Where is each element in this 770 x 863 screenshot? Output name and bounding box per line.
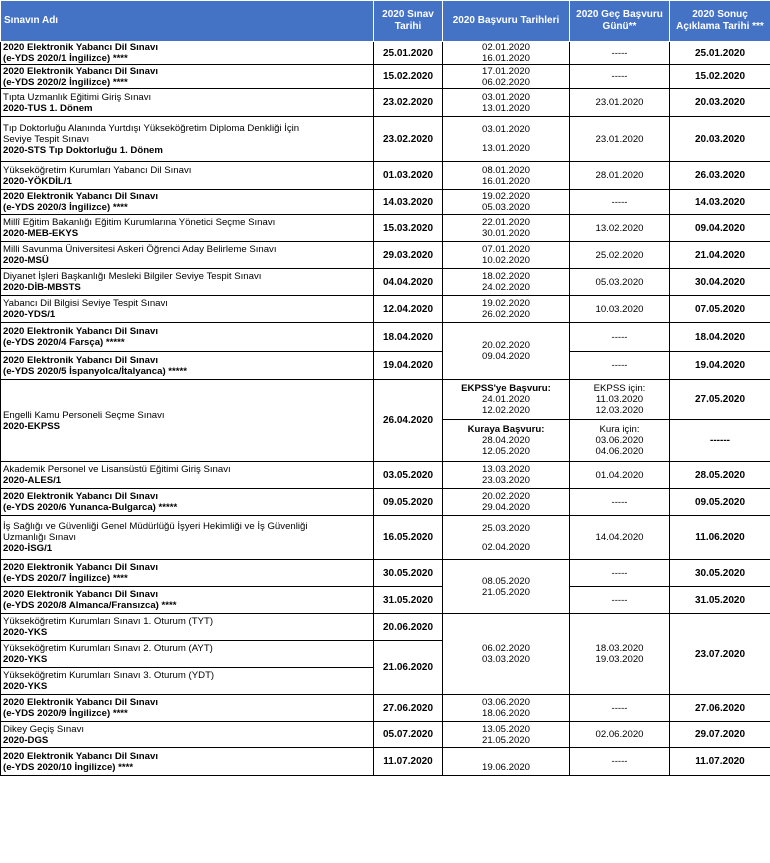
table-row [1,722,770,748]
application-dates: 22.01.2020 30.01.2020 [443,215,570,242]
result-date: 18.04.2020 [670,323,770,352]
result-date: 30.04.2020 [670,269,770,296]
exam-date: 15.03.2020 [374,215,443,242]
late-application: 28.01.2020 [570,162,670,190]
exam-date: 09.05.2020 [374,489,443,516]
exam-name: İş Sağlığı ve Güvenliği Genel Müdürlüğü İşyeri Hekimliği ve İş Güvenliği Uzmanlığı Sınavı 2020-İSG/1 [1,516,374,560]
application-dates: 25.03.2020 02.04.2020 [443,516,570,560]
application-dates: 19.06.2020 [443,748,570,776]
late-application: 23.01.2020 [570,117,670,162]
late-application: 10.03.2020 [570,296,670,323]
exam-name: Millî Eğitim Bakanlığı Eğitim Kurumlarına Yönetici Seçme Sınavı 2020-MEB-EKYS [1,215,374,242]
exam-name: 2020 Elektronik Yabancı Dil Sınavı (e-YDS 2020/6 Yunanca-Bulgarca) ***** [1,489,374,516]
exam-name: 2020 Elektronik Yabancı Dil Sınavı (e-YDS 2020/1 İngilizce) **** [1,42,374,65]
exam-name: Yükseköğretim Kurumları Sınavı 3. Oturum (YDT) 2020-YKS [1,668,374,695]
result-date: 23.07.2020 [670,614,770,695]
late-application: 01.04.2020 [570,462,670,489]
table-row [1,65,770,89]
application-dates: 20.02.2020 09.04.2020 [443,323,570,380]
header-application-dates: 2020 Başvuru Tarihleri [443,1,570,42]
late-application: ----- [570,190,670,215]
lottery-application: Kuraya Başvuru: 28.04.2020 12.05.2020 [443,420,570,462]
table-row [1,560,770,587]
late-application: ----- [570,65,670,89]
application-dates: 03.01.2020 13.01.2020 [443,89,570,117]
table-row [1,462,770,489]
header-row [1,1,770,42]
exam-date: 21.06.2020 [374,641,443,695]
table-row [1,489,770,516]
exam-date: 25.01.2020 [374,42,443,65]
result-date: 07.05.2020 [670,296,770,323]
application-dates: 13.03.2020 23.03.2020 [443,462,570,489]
table-row [1,380,770,420]
result-date: 30.05.2020 [670,560,770,587]
application-dates: 02.01.2020 16.01.2020 [443,42,570,65]
result-date: 29.07.2020 [670,722,770,748]
late-application: 25.02.2020 [570,242,670,269]
exam-date: 27.06.2020 [374,695,443,722]
result-date: 20.03.2020 [670,89,770,117]
result-date: 26.03.2020 [670,162,770,190]
application-dates: 07.01.2020 10.02.2020 [443,242,570,269]
exam-date: 18.04.2020 [374,323,443,352]
result-date: 28.05.2020 [670,462,770,489]
header-exam-name: Sınavın Adı [1,1,374,42]
application-dates: 18.02.2020 24.02.2020 [443,269,570,296]
table-row [1,89,770,117]
application-dates: 17.01.2020 06.02.2020 [443,65,570,89]
exam-name: Diyanet İşleri Başkanlığı Mesleki Bilgiler Seviye Tespit Sınavı 2020-DİB-MBSTS [1,269,374,296]
table-row [1,516,770,560]
header-result-date: 2020 Sonuç Açıklama Tarihi *** [670,1,770,42]
exam-name: Akademik Personel ve Lisansüstü Eğitimi Giriş Sınavı 2020-ALES/1 [1,462,374,489]
lottery-late-application: Kura için: 03.06.2020 04.06.2020 [570,420,670,462]
table-row [1,269,770,296]
result-date: 20.03.2020 [670,117,770,162]
exam-name: Tıp Doktorluğu Alanında Yurtdışı Yükseköğretim Diploma Denkliği İçin Seviye Tespit Sınavı 2020-STS Tıp Doktorluğu 1. Dönem [1,117,374,162]
table-row [1,748,770,776]
result-date: 11.06.2020 [670,516,770,560]
exam-date: 31.05.2020 [374,587,443,614]
exam-date: 01.03.2020 [374,162,443,190]
late-application: ----- [570,352,670,380]
late-application: ----- [570,587,670,614]
result-date: 09.05.2020 [670,489,770,516]
exam-date: 15.02.2020 [374,65,443,89]
table-row [1,42,770,65]
result-date: 15.02.2020 [670,65,770,89]
exam-name: 2020 Elektronik Yabancı Dil Sınavı (e-YDS 2020/9 İngilizce) **** [1,695,374,722]
late-application: 13.02.2020 [570,215,670,242]
application-dates: 03.01.2020 13.01.2020 [443,117,570,162]
result-date: 14.03.2020 [670,190,770,215]
result-date: 27.05.2020 [670,380,770,420]
result-date: 27.06.2020 [670,695,770,722]
table-row [1,215,770,242]
application-dates: 19.02.2020 26.02.2020 [443,296,570,323]
table-row [1,614,770,641]
exam-date: 20.06.2020 [374,614,443,641]
exam-date: 23.02.2020 [374,117,443,162]
table-row [1,242,770,269]
exam-name: 2020 Elektronik Yabancı Dil Sınavı (e-YDS 2020/5 İspanyolca/İtalyanca) ***** [1,352,374,380]
late-application: ----- [570,748,670,776]
header-exam-date: 2020 Sınav Tarihi [374,1,443,42]
exam-name: Tıpta Uzmanlık Eğitimi Giriş Sınavı 2020-TUS 1. Dönem [1,89,374,117]
late-application: 23.01.2020 [570,89,670,117]
exam-date: 19.04.2020 [374,352,443,380]
exam-date: 12.04.2020 [374,296,443,323]
exam-name: 2020 Elektronik Yabancı Dil Sınavı (e-YDS 2020/10 İngilizce) **** [1,748,374,776]
exam-date: 11.07.2020 [374,748,443,776]
exam-date: 30.05.2020 [374,560,443,587]
late-application: 18.03.2020 19.03.2020 [570,614,670,695]
result-date: 11.07.2020 [670,748,770,776]
ekpss-late-application: EKPSS için: 11.03.2020 12.03.2020 [570,380,670,420]
exam-name: Yükseköğretim Kurumları Yabancı Dil Sınavı 2020-YÖKDİL/1 [1,162,374,190]
exam-date: 23.02.2020 [374,89,443,117]
late-application: ----- [570,323,670,352]
exam-date: 05.07.2020 [374,722,443,748]
exam-date: 26.04.2020 [374,380,443,462]
header-late-application: 2020 Geç Başvuru Günü** [570,1,670,42]
result-date: 31.05.2020 [670,587,770,614]
application-dates: 13.05.2020 21.05.2020 [443,722,570,748]
exam-name: Yükseköğretim Kurumları Sınavı 2. Oturum (AYT) 2020-YKS [1,641,374,668]
application-dates: 08.01.2020 16.01.2020 [443,162,570,190]
result-date: 19.04.2020 [670,352,770,380]
late-application: ----- [570,489,670,516]
ekpss-application: EKPSS'ye Başvuru: 24.01.2020 12.02.2020 [443,380,570,420]
exam-name: 2020 Elektronik Yabancı Dil Sınavı (e-YDS 2020/2 İngilizce) **** [1,65,374,89]
application-dates: 08.05.2020 21.05.2020 [443,560,570,614]
table-row [1,162,770,190]
table-row [1,190,770,215]
exam-name: 2020 Elektronik Yabancı Dil Sınavı (e-YDS 2020/4 Farsça) ***** [1,323,374,352]
result-date: 09.04.2020 [670,215,770,242]
late-application: 14.04.2020 [570,516,670,560]
late-application: ----- [570,42,670,65]
application-dates: 06.02.2020 03.03.2020 [443,614,570,695]
exam-date: 16.05.2020 [374,516,443,560]
application-dates: 19.02.2020 05.03.2020 [443,190,570,215]
exam-date: 14.03.2020 [374,190,443,215]
result-date: 21.04.2020 [670,242,770,269]
table-row [1,587,770,614]
exam-date: 04.04.2020 [374,269,443,296]
exam-name: Yükseköğretim Kurumları Sınavı 1. Oturum (TYT) 2020-YKS [1,614,374,641]
result-date: 25.01.2020 [670,42,770,65]
table-row [1,296,770,323]
late-application: 05.03.2020 [570,269,670,296]
application-dates: 03.06.2020 18.06.2020 [443,695,570,722]
result-date: ------ [670,420,770,462]
table-row [1,117,770,162]
exam-name: 2020 Elektronik Yabancı Dil Sınavı (e-YDS 2020/3 İngilizce) **** [1,190,374,215]
exam-name: 2020 Elektronik Yabancı Dil Sınavı (e-YDS 2020/7 İngilizce) **** [1,560,374,587]
late-application: ----- [570,560,670,587]
table-row [1,695,770,722]
late-application: 02.06.2020 [570,722,670,748]
exam-date: 29.03.2020 [374,242,443,269]
exam-name: Dikey Geçiş Sınavı 2020-DGS [1,722,374,748]
application-dates: 20.02.2020 29.04.2020 [443,489,570,516]
exam-name: Engelli Kamu Personeli Seçme Sınavı 2020-EKPSS [1,380,374,462]
exam-date: 03.05.2020 [374,462,443,489]
late-application: ----- [570,695,670,722]
table-row [1,352,770,380]
exam-name: Milli Savunma Üniversitesi Askeri Öğrenci Aday Belirleme Sınavı 2020-MSÜ [1,242,374,269]
exam-name: 2020 Elektronik Yabancı Dil Sınavı (e-YDS 2020/8 Almanca/Fransızca) **** [1,587,374,614]
exam-name: Yabancı Dil Bilgisi Seviye Tespit Sınavı 2020-YDS/1 [1,296,374,323]
table-row [1,323,770,352]
